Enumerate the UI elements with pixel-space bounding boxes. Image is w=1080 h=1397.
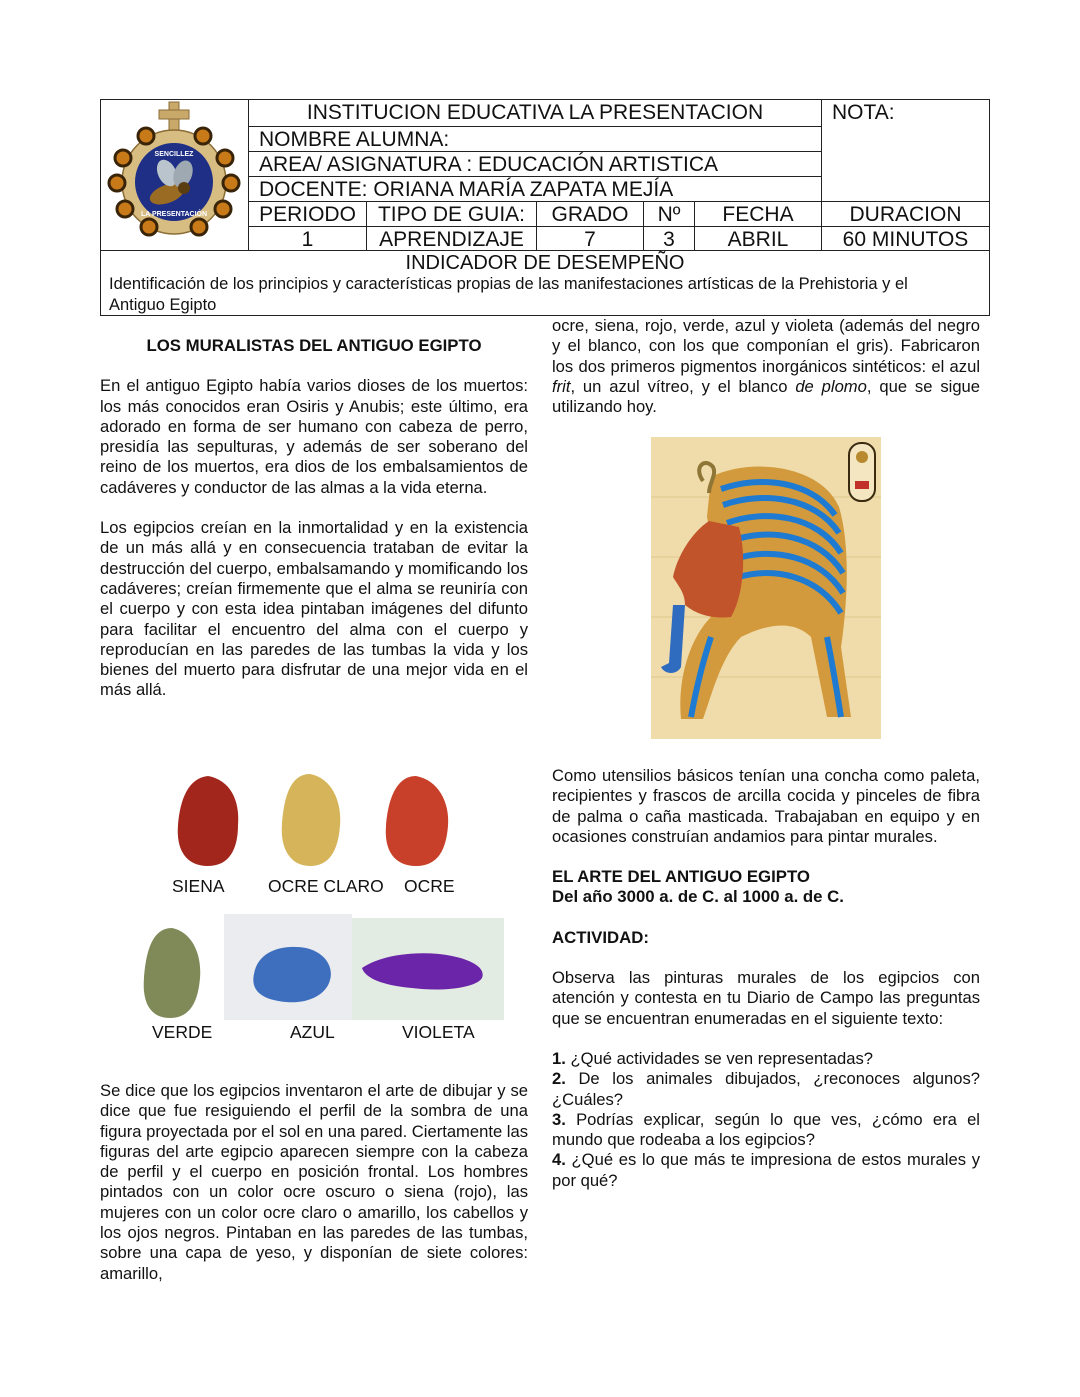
paragraph-colores (552, 316, 980, 417)
section-title-muralistas: LOS MURALISTAS DEL ANTIGUO EGIPTO (146, 336, 482, 355)
question-number: 3. (552, 1109, 566, 1129)
question-number: 4. (552, 1150, 566, 1170)
pharaoh-profile-icon (651, 437, 881, 739)
frit-term: frit (552, 376, 571, 396)
paragraph-inmortalidad: Los egipcios creían en la inmortalidad y en la existencia de un más allá y en consecuencia trataban de evitar la destrucción del cuerpo, embalsamando y momificando los cadáveres; creían firmemente que el alma se reuniría con el cuerpo y con esta idea pintaban imágenes del difunto para facilitar el encuentro del alma con el cuerpo y reproducían en las paredes de las tumbas la vida y los bienes del muerto para disfrutar de una mejor vida en el más allá. (100, 518, 528, 700)
indicator-text-line1: Identificación de los principios y características propias de las manifestaciones artísticas de la Prehistoria y el (109, 275, 908, 293)
value-fecha: ABRIL (694, 226, 821, 251)
azul-pigment-photo (224, 914, 352, 1020)
institution-name: INSTITUCION EDUCATIVA LA PRESENTACION (248, 100, 821, 126)
colores-text-b: , un azul vítreo, y el blanco (570, 376, 796, 396)
value-tipo-guia: APRENDIZAJE (366, 226, 536, 251)
colores-text-c: , que se sigue utilizando hoy. (552, 376, 981, 417)
svg-text:LA PRESENTACIÓN: LA PRESENTACIÓN (140, 211, 208, 218)
paragraph-utensilios: Como utensilios básicos tenían una concha como paleta, recipientes y frascos de arcilla cocida y pinceles de fibra de palma o caña masticada. Trabajaban en equipo y en ocasiones construían andamios para pintar murales. (552, 766, 980, 846)
school-logo (101, 100, 248, 250)
value-periodo: 1 (248, 226, 366, 251)
paragraph-dioses: En el antiguo Egipto había varios dioses de los muertos: los más conocidos eran Osiris y Anubis; este último, era adorado en forma de ser humano con cabeza de perro, presidía las sepulturas, y además de ser soberano del reino de los muertos, era dios de los embalsamientos de cadáveres y conductor de las almas a la vida eterna. (100, 376, 528, 497)
colores-text-a: ocre, siena, rojo, verde, azul y violeta (además del negro y el blanco, con los que componían el gris). Fabricaron los dos primeros pigmentos inorgánicos sintéticos: el azul (552, 316, 980, 376)
activity-title: ACTIVIDAD: (552, 927, 649, 947)
col-periodo: PERIODO (248, 201, 366, 226)
pigments-image (130, 762, 520, 1047)
question-text: De los animales dibujados, ¿reconoces algunos? ¿Cuáles? (552, 1069, 980, 1109)
left-column-bottom (100, 1081, 528, 1284)
label-violeta: VIOLETA (402, 1022, 475, 1042)
activity-instructions: Observa las pinturas murales de los egipcios con atención y contesta en tu Diario de Campo las preguntas que se encuentran enumeradas en el siguiente texto: (552, 968, 980, 1028)
pharaoh-painting-image (651, 437, 881, 739)
col-fecha: FECHA (694, 201, 821, 226)
plomo-term: de plomo (795, 376, 867, 396)
label-verde: VERDE (152, 1022, 213, 1042)
ocre-pigment-swatch (378, 770, 454, 870)
right-column-top (552, 316, 980, 417)
indicator-text (109, 274, 981, 315)
col-grado: GRADO (536, 201, 643, 226)
ocre-claro-pigment-swatch (274, 768, 348, 870)
label-siena: SIENA (172, 876, 225, 896)
right-column-bottom (552, 766, 980, 1191)
student-name-field[interactable]: NOMBRE ALUMNA: (248, 126, 821, 151)
col-numero: Nº (643, 201, 694, 226)
value-numero: 3 (643, 226, 694, 251)
question-text: ¿Qué actividades se ven representadas? (565, 1048, 874, 1068)
question-text: Podrías explicar, según lo que ves, ¿cómo era el mundo que rodeaba a los egipcios? (552, 1109, 980, 1150)
label-azul: AZUL (290, 1022, 335, 1042)
value-duracion: 60 MINUTOS (821, 226, 989, 251)
label-ocre: OCRE (404, 876, 455, 896)
art-section-title: EL ARTE DEL ANTIGUO EGIPTO (552, 867, 810, 887)
question-text: ¿Qué es lo que más te impresiona de estos murales y por qué? (552, 1150, 980, 1190)
question-4 (552, 1150, 980, 1191)
col-duracion: DURACION (821, 201, 989, 226)
question-number: 2. (552, 1069, 566, 1089)
siena-pigment-swatch (168, 770, 248, 870)
question-2 (552, 1069, 980, 1110)
nota-field[interactable]: NOTA: (821, 100, 989, 201)
teacher-label: DOCENTE: ORIANA MARÍA ZAPATA MEJÍA (248, 176, 821, 201)
question-1 (552, 1049, 980, 1069)
azul-pigment-swatch (224, 914, 352, 1020)
verde-pigment-swatch (136, 922, 208, 1022)
question-3 (552, 1110, 980, 1151)
question-number: 1. (552, 1048, 566, 1068)
value-grado: 7 (536, 226, 643, 251)
violeta-pigment-photo (352, 918, 504, 1020)
indicator-title: INDICADOR DE DESEMPEÑO (405, 252, 685, 274)
subject-label: AREA/ ASIGNATURA : EDUCACIÓN ARTISTICA (248, 151, 821, 176)
label-ocre-claro: OCRE CLARO (268, 876, 384, 896)
paragraph-arte-dibujar: Se dice que los egipcios inventaron el arte de dibujar y se dice que fue resiguiendo el perfil de la sombra de una figura proyectada por el sol en una pared. Ciertamente las figuras del arte egipcio aparecen siempre con la cabeza de perfil y el cuerpo en posición frontal. Los hombres pintados con un color ocre oscuro o siena (rojo), las mujeres con un color ocre claro o amarillo, los cabellos y los ojos negros. Pintaban en las paredes de las tumbas, sobre una capa de yeso, y disponían de siete colores: amarillo, (100, 1081, 529, 1283)
left-column (100, 336, 528, 701)
art-section-period: Del año 3000 a. de C. al 1000 a. de C. (552, 887, 844, 907)
violeta-pigment-swatch (352, 918, 504, 1020)
header-table (100, 99, 990, 316)
indicator-text-line2: Antiguo Egipto (109, 295, 217, 314)
col-tipo-guia: TIPO DE GUIA: (366, 201, 536, 226)
bee-emblem-icon (101, 100, 248, 250)
svg-text:SENCILLEZ: SENCILLEZ (154, 151, 194, 158)
